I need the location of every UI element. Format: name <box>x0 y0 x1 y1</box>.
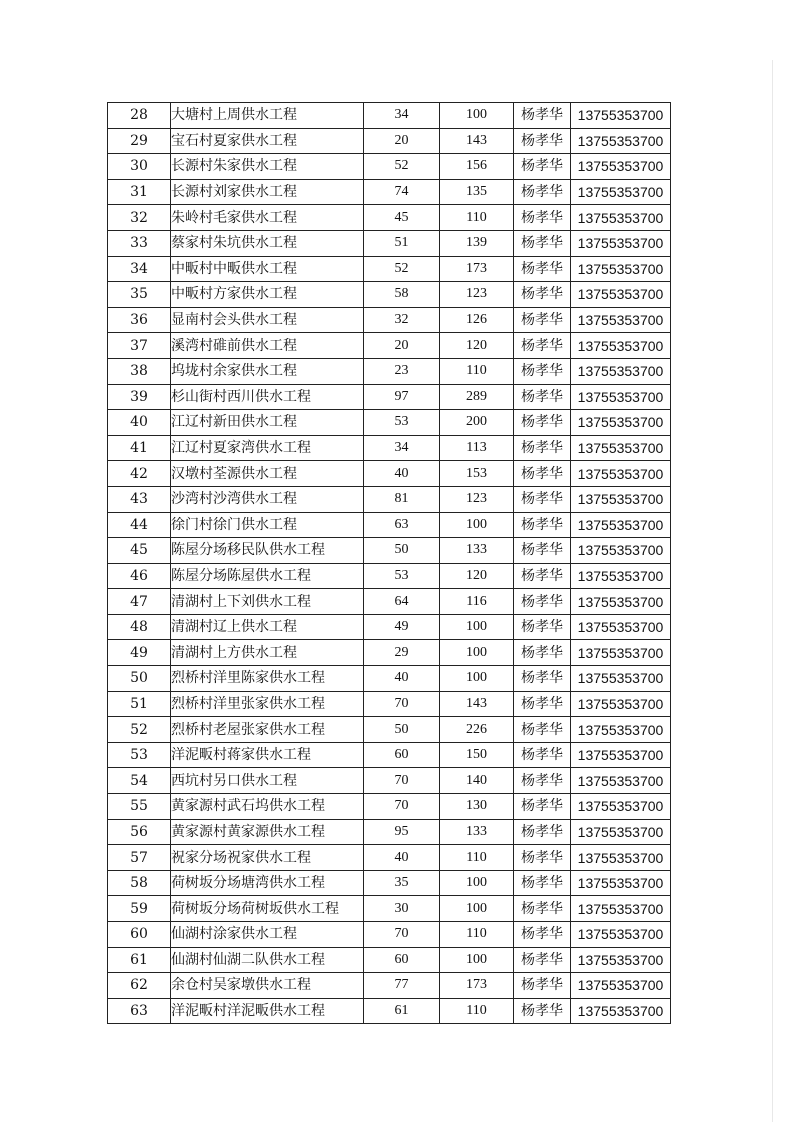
count-a-cell: 58 <box>364 282 440 308</box>
row-number-cell: 52 <box>108 717 171 743</box>
project-name-cell: 黄家源村武石坞供水工程 <box>171 794 364 820</box>
project-name-cell: 陈屋分场移民队供水工程 <box>171 538 364 564</box>
page-edge-line <box>772 60 773 1122</box>
project-name-cell: 蔡家村朱坑供水工程 <box>171 230 364 256</box>
contact-phone-cell: 13755353700 <box>571 205 671 231</box>
contact-phone-cell: 13755353700 <box>571 512 671 538</box>
project-name-cell: 朱岭村毛家供水工程 <box>171 205 364 231</box>
row-number-cell: 31 <box>108 179 171 205</box>
table-row <box>108 103 671 129</box>
table-row <box>108 691 671 717</box>
count-b-cell: 289 <box>440 384 514 410</box>
row-number-cell: 54 <box>108 768 171 794</box>
table-row <box>108 307 671 333</box>
contact-person-cell: 杨孝华 <box>514 768 571 794</box>
contact-phone-cell: 13755353700 <box>571 614 671 640</box>
project-name-cell: 清湖村上方供水工程 <box>171 640 364 666</box>
table-row <box>108 947 671 973</box>
project-name-cell: 溪湾村碓前供水工程 <box>171 333 364 359</box>
table-row <box>108 589 671 615</box>
project-name-cell: 中畈村中畈供水工程 <box>171 256 364 282</box>
count-b-cell: 100 <box>440 614 514 640</box>
count-a-cell: 64 <box>364 589 440 615</box>
table-row <box>108 384 671 410</box>
contact-phone-cell: 13755353700 <box>571 870 671 896</box>
row-number-cell: 63 <box>108 998 171 1024</box>
count-b-cell: 139 <box>440 230 514 256</box>
count-b-cell: 100 <box>440 512 514 538</box>
row-number-cell: 35 <box>108 282 171 308</box>
count-a-cell: 50 <box>364 538 440 564</box>
project-name-cell: 仙湖村仙湖二队供水工程 <box>171 947 364 973</box>
contact-person-cell: 杨孝华 <box>514 973 571 999</box>
contact-person-cell: 杨孝华 <box>514 845 571 871</box>
count-b-cell: 120 <box>440 563 514 589</box>
table-row <box>108 486 671 512</box>
count-b-cell: 133 <box>440 538 514 564</box>
count-a-cell: 70 <box>364 794 440 820</box>
table-row <box>108 154 671 180</box>
contact-phone-cell: 13755353700 <box>571 486 671 512</box>
count-b-cell: 173 <box>440 256 514 282</box>
contact-person-cell: 杨孝华 <box>514 435 571 461</box>
contact-phone-cell: 13755353700 <box>571 742 671 768</box>
count-b-cell: 130 <box>440 794 514 820</box>
count-a-cell: 20 <box>364 128 440 154</box>
contact-phone-cell: 13755353700 <box>571 998 671 1024</box>
count-a-cell: 70 <box>364 691 440 717</box>
count-b-cell: 100 <box>440 870 514 896</box>
count-a-cell: 95 <box>364 819 440 845</box>
contact-phone-cell: 13755353700 <box>571 640 671 666</box>
count-b-cell: 113 <box>440 435 514 461</box>
row-number-cell: 60 <box>108 922 171 948</box>
contact-person-cell: 杨孝华 <box>514 896 571 922</box>
count-b-cell: 123 <box>440 282 514 308</box>
table-row <box>108 230 671 256</box>
project-name-cell: 大塘村上周供水工程 <box>171 103 364 129</box>
contact-phone-cell: 13755353700 <box>571 384 671 410</box>
row-number-cell: 50 <box>108 666 171 692</box>
project-name-cell: 中畈村方家供水工程 <box>171 282 364 308</box>
table-row <box>108 717 671 743</box>
contact-phone-cell: 13755353700 <box>571 845 671 871</box>
table-row <box>108 845 671 871</box>
contact-person-cell: 杨孝华 <box>514 717 571 743</box>
contact-phone-cell: 13755353700 <box>571 307 671 333</box>
row-number-cell: 38 <box>108 358 171 384</box>
row-number-cell: 58 <box>108 870 171 896</box>
project-name-cell: 陈屋分场陈屋供水工程 <box>171 563 364 589</box>
row-number-cell: 56 <box>108 819 171 845</box>
count-b-cell: 100 <box>440 666 514 692</box>
count-a-cell: 34 <box>364 103 440 129</box>
contact-person-cell: 杨孝华 <box>514 922 571 948</box>
count-b-cell: 143 <box>440 691 514 717</box>
contact-phone-cell: 13755353700 <box>571 973 671 999</box>
contact-person-cell: 杨孝华 <box>514 358 571 384</box>
project-name-cell: 长源村朱家供水工程 <box>171 154 364 180</box>
contact-phone-cell: 13755353700 <box>571 333 671 359</box>
count-b-cell: 100 <box>440 640 514 666</box>
contact-person-cell: 杨孝华 <box>514 384 571 410</box>
contact-phone-cell: 13755353700 <box>571 666 671 692</box>
row-number-cell: 41 <box>108 435 171 461</box>
table-row <box>108 819 671 845</box>
count-b-cell: 143 <box>440 128 514 154</box>
project-name-cell: 烈桥村老屋张家供水工程 <box>171 717 364 743</box>
count-a-cell: 60 <box>364 742 440 768</box>
count-a-cell: 52 <box>364 154 440 180</box>
contact-person-cell: 杨孝华 <box>514 179 571 205</box>
contact-person-cell: 杨孝华 <box>514 538 571 564</box>
contact-person-cell: 杨孝华 <box>514 742 571 768</box>
project-name-cell: 坞垅村余家供水工程 <box>171 358 364 384</box>
contact-person-cell: 杨孝华 <box>514 819 571 845</box>
table-row <box>108 256 671 282</box>
count-a-cell: 32 <box>364 307 440 333</box>
count-b-cell: 110 <box>440 205 514 231</box>
count-a-cell: 97 <box>364 384 440 410</box>
contact-person-cell: 杨孝华 <box>514 589 571 615</box>
project-name-cell: 宝石村夏家供水工程 <box>171 128 364 154</box>
contact-phone-cell: 13755353700 <box>571 538 671 564</box>
project-name-cell: 烈桥村洋里陈家供水工程 <box>171 666 364 692</box>
count-a-cell: 20 <box>364 333 440 359</box>
count-b-cell: 173 <box>440 973 514 999</box>
contact-person-cell: 杨孝华 <box>514 128 571 154</box>
count-b-cell: 100 <box>440 947 514 973</box>
contact-phone-cell: 13755353700 <box>571 717 671 743</box>
count-a-cell: 40 <box>364 461 440 487</box>
row-number-cell: 59 <box>108 896 171 922</box>
contact-person-cell: 杨孝华 <box>514 333 571 359</box>
table-row <box>108 666 671 692</box>
project-name-cell: 荷树坂分场荷树坂供水工程 <box>171 896 364 922</box>
row-number-cell: 36 <box>108 307 171 333</box>
contact-phone-cell: 13755353700 <box>571 768 671 794</box>
count-a-cell: 40 <box>364 666 440 692</box>
row-number-cell: 51 <box>108 691 171 717</box>
table-body <box>108 103 671 1024</box>
count-b-cell: 153 <box>440 461 514 487</box>
row-number-cell: 55 <box>108 794 171 820</box>
table-row <box>108 179 671 205</box>
project-name-cell: 清湖村辽上供水工程 <box>171 614 364 640</box>
table-row <box>108 563 671 589</box>
table-row <box>108 282 671 308</box>
row-number-cell: 46 <box>108 563 171 589</box>
row-number-cell: 28 <box>108 103 171 129</box>
contact-phone-cell: 13755353700 <box>571 947 671 973</box>
project-name-cell: 荷树坂分场塘湾供水工程 <box>171 870 364 896</box>
row-number-cell: 42 <box>108 461 171 487</box>
row-number-cell: 61 <box>108 947 171 973</box>
count-b-cell: 100 <box>440 103 514 129</box>
table-row <box>108 128 671 154</box>
count-a-cell: 70 <box>364 768 440 794</box>
count-a-cell: 49 <box>364 614 440 640</box>
project-name-cell: 黄家源村黄家源供水工程 <box>171 819 364 845</box>
contact-phone-cell: 13755353700 <box>571 154 671 180</box>
count-a-cell: 60 <box>364 947 440 973</box>
count-a-cell: 51 <box>364 230 440 256</box>
count-a-cell: 50 <box>364 717 440 743</box>
count-b-cell: 226 <box>440 717 514 743</box>
project-name-cell: 江辽村新田供水工程 <box>171 410 364 436</box>
row-number-cell: 37 <box>108 333 171 359</box>
table-row <box>108 358 671 384</box>
contact-phone-cell: 13755353700 <box>571 358 671 384</box>
count-b-cell: 120 <box>440 333 514 359</box>
count-a-cell: 45 <box>364 205 440 231</box>
count-a-cell: 53 <box>364 563 440 589</box>
row-number-cell: 62 <box>108 973 171 999</box>
project-name-cell: 西坑村另口供水工程 <box>171 768 364 794</box>
table-row <box>108 435 671 461</box>
count-a-cell: 52 <box>364 256 440 282</box>
contact-person-cell: 杨孝华 <box>514 563 571 589</box>
row-number-cell: 57 <box>108 845 171 871</box>
row-number-cell: 32 <box>108 205 171 231</box>
count-a-cell: 30 <box>364 896 440 922</box>
count-b-cell: 110 <box>440 998 514 1024</box>
project-name-cell: 烈桥村洋里张家供水工程 <box>171 691 364 717</box>
row-number-cell: 48 <box>108 614 171 640</box>
table-row <box>108 768 671 794</box>
contact-person-cell: 杨孝华 <box>514 154 571 180</box>
contact-phone-cell: 13755353700 <box>571 103 671 129</box>
contact-person-cell: 杨孝华 <box>514 640 571 666</box>
table-row <box>108 973 671 999</box>
count-b-cell: 140 <box>440 768 514 794</box>
project-name-cell: 洋泥畈村洋泥畈供水工程 <box>171 998 364 1024</box>
contact-person-cell: 杨孝华 <box>514 947 571 973</box>
water-project-table <box>107 102 671 1024</box>
count-a-cell: 61 <box>364 998 440 1024</box>
contact-person-cell: 杨孝华 <box>514 461 571 487</box>
contact-person-cell: 杨孝华 <box>514 103 571 129</box>
table-row <box>108 614 671 640</box>
project-name-cell: 余仓村吴家墩供水工程 <box>171 973 364 999</box>
count-a-cell: 34 <box>364 435 440 461</box>
table-row <box>108 742 671 768</box>
contact-person-cell: 杨孝华 <box>514 512 571 538</box>
table-row <box>108 410 671 436</box>
contact-person-cell: 杨孝华 <box>514 614 571 640</box>
table-row <box>108 896 671 922</box>
row-number-cell: 30 <box>108 154 171 180</box>
contact-person-cell: 杨孝华 <box>514 486 571 512</box>
count-a-cell: 23 <box>364 358 440 384</box>
table-row <box>108 640 671 666</box>
row-number-cell: 45 <box>108 538 171 564</box>
count-b-cell: 135 <box>440 179 514 205</box>
contact-phone-cell: 13755353700 <box>571 282 671 308</box>
contact-phone-cell: 13755353700 <box>571 794 671 820</box>
count-b-cell: 110 <box>440 845 514 871</box>
count-b-cell: 110 <box>440 922 514 948</box>
count-a-cell: 81 <box>364 486 440 512</box>
contact-person-cell: 杨孝华 <box>514 691 571 717</box>
count-a-cell: 77 <box>364 973 440 999</box>
contact-person-cell: 杨孝华 <box>514 410 571 436</box>
contact-person-cell: 杨孝华 <box>514 870 571 896</box>
contact-phone-cell: 13755353700 <box>571 410 671 436</box>
count-a-cell: 53 <box>364 410 440 436</box>
contact-phone-cell: 13755353700 <box>571 896 671 922</box>
count-b-cell: 123 <box>440 486 514 512</box>
count-b-cell: 150 <box>440 742 514 768</box>
table-row <box>108 998 671 1024</box>
contact-phone-cell: 13755353700 <box>571 819 671 845</box>
count-b-cell: 116 <box>440 589 514 615</box>
contact-person-cell: 杨孝华 <box>514 666 571 692</box>
contact-person-cell: 杨孝华 <box>514 205 571 231</box>
row-number-cell: 34 <box>108 256 171 282</box>
project-name-cell: 杉山街村西川供水工程 <box>171 384 364 410</box>
project-name-cell: 沙湾村沙湾供水工程 <box>171 486 364 512</box>
table-row <box>108 461 671 487</box>
count-b-cell: 100 <box>440 896 514 922</box>
table-row <box>108 333 671 359</box>
row-number-cell: 40 <box>108 410 171 436</box>
contact-phone-cell: 13755353700 <box>571 563 671 589</box>
contact-person-cell: 杨孝华 <box>514 794 571 820</box>
count-a-cell: 70 <box>364 922 440 948</box>
count-b-cell: 133 <box>440 819 514 845</box>
contact-person-cell: 杨孝华 <box>514 230 571 256</box>
count-b-cell: 156 <box>440 154 514 180</box>
project-name-cell: 清湖村上下刘供水工程 <box>171 589 364 615</box>
project-name-cell: 仙湖村涂家供水工程 <box>171 922 364 948</box>
row-number-cell: 53 <box>108 742 171 768</box>
row-number-cell: 44 <box>108 512 171 538</box>
contact-phone-cell: 13755353700 <box>571 691 671 717</box>
project-name-cell: 显南村会头供水工程 <box>171 307 364 333</box>
project-name-cell: 长源村刘家供水工程 <box>171 179 364 205</box>
contact-person-cell: 杨孝华 <box>514 282 571 308</box>
contact-phone-cell: 13755353700 <box>571 589 671 615</box>
contact-person-cell: 杨孝华 <box>514 256 571 282</box>
contact-phone-cell: 13755353700 <box>571 461 671 487</box>
contact-phone-cell: 13755353700 <box>571 922 671 948</box>
count-b-cell: 110 <box>440 358 514 384</box>
row-number-cell: 47 <box>108 589 171 615</box>
project-name-cell: 汉墩村荃源供水工程 <box>171 461 364 487</box>
contact-phone-cell: 13755353700 <box>571 256 671 282</box>
table-row <box>108 538 671 564</box>
table-row <box>108 870 671 896</box>
count-a-cell: 74 <box>364 179 440 205</box>
contact-phone-cell: 13755353700 <box>571 179 671 205</box>
row-number-cell: 39 <box>108 384 171 410</box>
contact-person-cell: 杨孝华 <box>514 998 571 1024</box>
contact-phone-cell: 13755353700 <box>571 435 671 461</box>
row-number-cell: 33 <box>108 230 171 256</box>
table-row <box>108 512 671 538</box>
project-name-cell: 祝家分场祝家供水工程 <box>171 845 364 871</box>
contact-phone-cell: 13755353700 <box>571 128 671 154</box>
contact-person-cell: 杨孝华 <box>514 307 571 333</box>
table-row <box>108 205 671 231</box>
project-name-cell: 徐门村徐门供水工程 <box>171 512 364 538</box>
row-number-cell: 43 <box>108 486 171 512</box>
count-a-cell: 63 <box>364 512 440 538</box>
table-row <box>108 794 671 820</box>
contact-phone-cell: 13755353700 <box>571 230 671 256</box>
project-name-cell: 江辽村夏家湾供水工程 <box>171 435 364 461</box>
row-number-cell: 29 <box>108 128 171 154</box>
table-row <box>108 922 671 948</box>
project-name-cell: 洋泥畈村蒋家供水工程 <box>171 742 364 768</box>
count-b-cell: 200 <box>440 410 514 436</box>
count-a-cell: 35 <box>364 870 440 896</box>
count-a-cell: 29 <box>364 640 440 666</box>
count-b-cell: 126 <box>440 307 514 333</box>
count-a-cell: 40 <box>364 845 440 871</box>
row-number-cell: 49 <box>108 640 171 666</box>
